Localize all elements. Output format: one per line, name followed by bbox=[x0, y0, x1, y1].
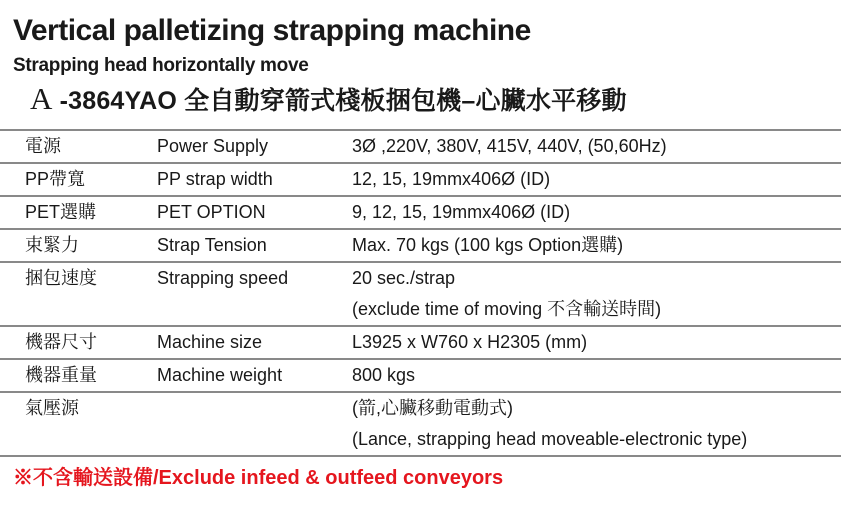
table-row-pet-option bbox=[0, 197, 841, 230]
spec-value: 3Ø ,220V, 380V, 415V, 440V, (50,60Hz) bbox=[352, 136, 667, 156]
spec-value-line1: (箭,心臟移動電動式) bbox=[352, 398, 513, 418]
spec-label-en: Machine size bbox=[157, 332, 263, 352]
spec-value-line2: (exclude time of moving 不含輸送時間) bbox=[352, 299, 662, 319]
spec-value: 800 kgs bbox=[352, 365, 416, 385]
model-line bbox=[13, 83, 841, 117]
spec-value: 9, 12, 15, 19mmx406Ø (ID) bbox=[352, 202, 571, 222]
spec-label-zh: PET選購 bbox=[25, 202, 97, 222]
spec-value: L3925 x W760 x H2305 (mm) bbox=[352, 332, 588, 352]
spec-sheet-header bbox=[0, 0, 841, 117]
page-title: Vertical palletizing strapping machine bbox=[13, 14, 531, 47]
model-number: -3864YAO 全自動穿箭式棧板捆包機–心臟水平移動 bbox=[59, 87, 627, 115]
table-row-strapping-speed bbox=[0, 263, 841, 327]
spec-label-zh: 束緊力 bbox=[25, 235, 79, 255]
table-row-pp-strap-width bbox=[0, 164, 841, 197]
table-row-air-pressure-source bbox=[0, 393, 841, 457]
spec-label-zh: PP帶寬 bbox=[25, 169, 86, 189]
spec-label-zh: 氣壓源 bbox=[25, 398, 79, 418]
spec-label-zh: 機器重量 bbox=[25, 365, 97, 385]
table-row-machine-weight bbox=[0, 360, 841, 393]
spec-label-en: PET OPTION bbox=[157, 202, 266, 222]
table-row-power-supply bbox=[0, 131, 841, 164]
spec-label-zh: 捆包速度 bbox=[25, 268, 97, 288]
spec-table bbox=[0, 129, 841, 457]
brand-letter: A bbox=[30, 81, 53, 116]
spec-label-en: Strapping speed bbox=[157, 268, 289, 288]
spec-value-line2: (Lance, strapping head moveable-electronic type) bbox=[352, 429, 748, 449]
spec-value: 12, 15, 19mmx406Ø (ID) bbox=[352, 169, 551, 189]
spec-label-en: Power Supply bbox=[157, 136, 269, 156]
spec-label-en: PP strap width bbox=[157, 169, 273, 189]
spec-label-zh: 電源 bbox=[25, 136, 61, 156]
table-row-strap-tension bbox=[0, 230, 841, 263]
spec-value: Max. 70 kgs (100 kgs Option選購) bbox=[352, 235, 624, 255]
spec-label-zh: 機器尺寸 bbox=[25, 332, 97, 352]
spec-label-en: Machine weight bbox=[157, 365, 283, 385]
spec-value bbox=[352, 393, 841, 455]
exclusion-note: ※不含輸送設備/Exclude infeed & outfeed conveyors bbox=[13, 467, 504, 489]
spec-value-line1: 20 sec./strap bbox=[352, 268, 456, 288]
spec-value bbox=[352, 263, 841, 325]
page-subtitle: Strapping head horizontally move bbox=[13, 55, 309, 76]
table-row-machine-size bbox=[0, 327, 841, 360]
spec-label-en: Strap Tension bbox=[157, 235, 267, 255]
